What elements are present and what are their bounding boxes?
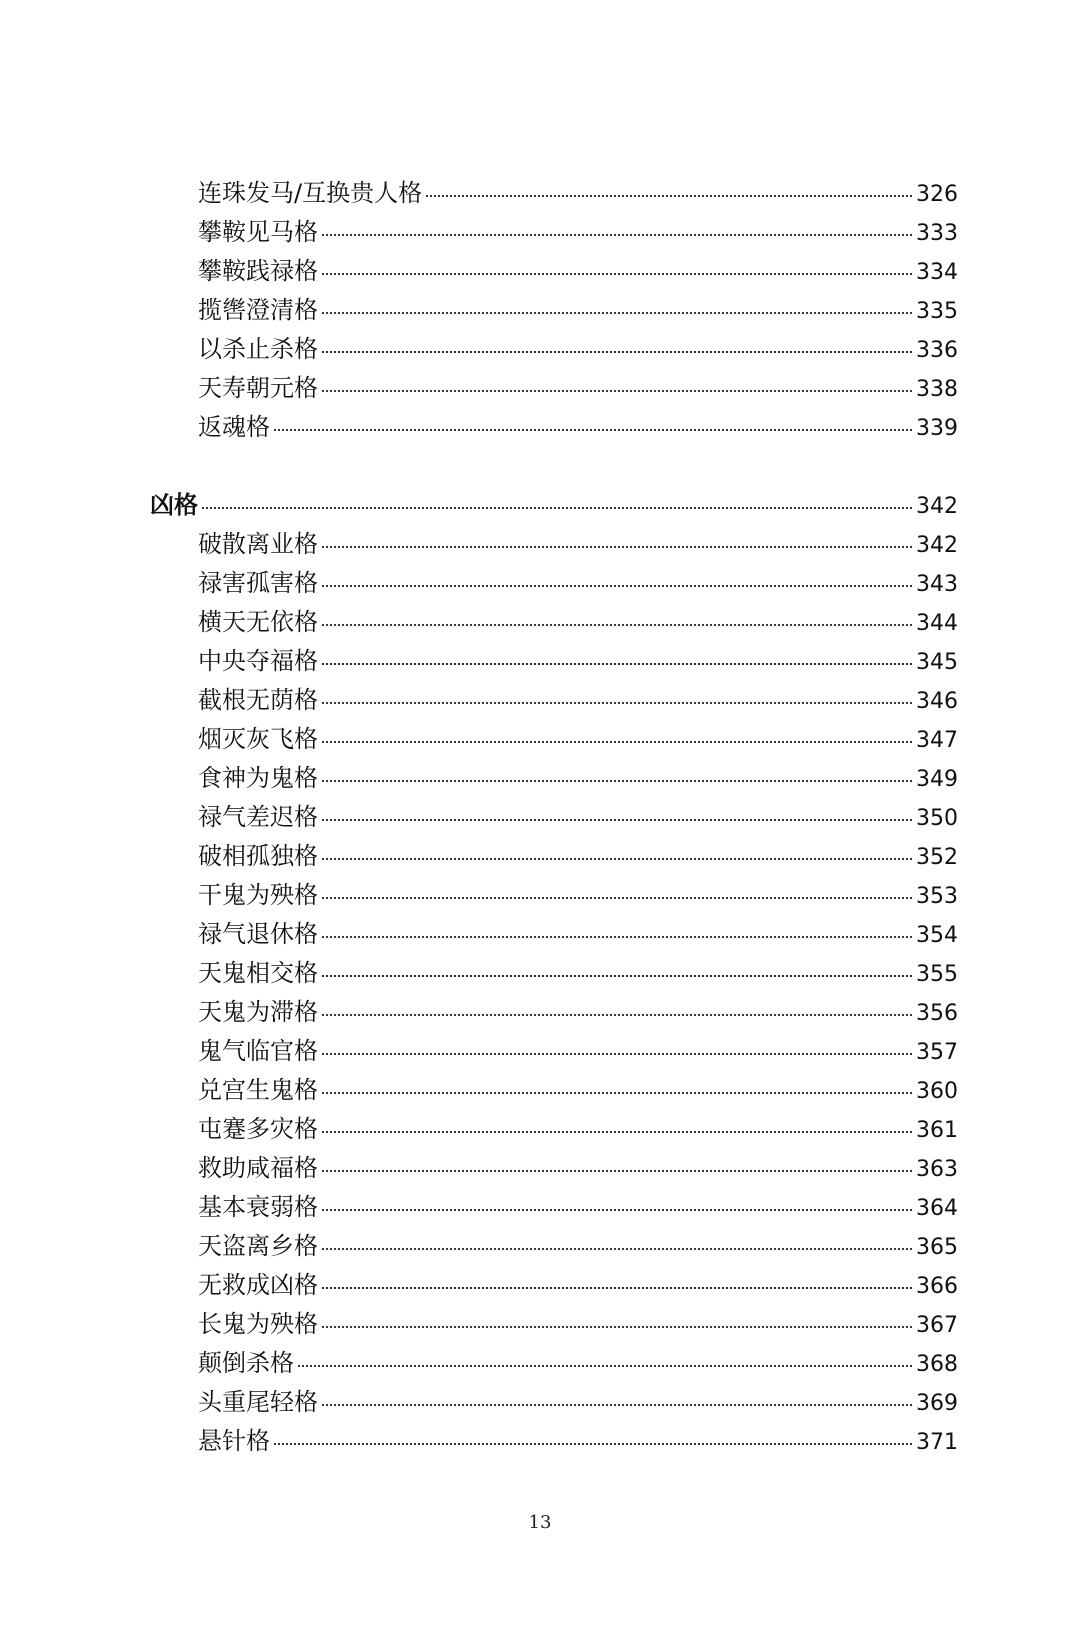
toc-entry-title: 天盗离乡格: [198, 1232, 318, 1260]
toc-entry-title: 攀鞍见马格: [198, 218, 318, 246]
toc-entry-page: 347: [916, 728, 958, 753]
toc-leader-dots: [322, 1170, 912, 1172]
toc-entry-page: 338: [916, 377, 958, 402]
toc-leader-dots: [322, 1404, 912, 1406]
toc-entry-title: 连珠发马/互换贵人格: [198, 179, 423, 207]
toc-leader-dots: [202, 507, 912, 509]
toc-entry-title: 中央夺福格: [198, 647, 318, 675]
toc-entry[interactable]: [0, 837, 1080, 876]
toc-leader-dots: [322, 1131, 912, 1133]
toc-entry-page: 357: [916, 1040, 958, 1065]
toc-entry-title: 禄气差迟格: [198, 803, 318, 831]
toc-leader-dots: [274, 1443, 912, 1445]
toc-entry-page: 365: [916, 1235, 958, 1260]
toc-entry-title: 破相孤独格: [198, 842, 318, 870]
toc-entry-page: 350: [916, 806, 958, 831]
toc-entry-page: 364: [916, 1196, 958, 1221]
toc-leader-dots: [322, 312, 912, 314]
toc-entry[interactable]: [0, 330, 1080, 369]
toc-entry[interactable]: [0, 291, 1080, 330]
toc-entry-title: 悬针格: [198, 1427, 270, 1455]
toc-entry-page: 342: [916, 533, 958, 558]
toc-entry[interactable]: [0, 681, 1080, 720]
toc-entry-title: 烟灭灰飞格: [198, 725, 318, 753]
toc-entry-title: 食神为鬼格: [198, 764, 318, 792]
toc-entry-title: 天鬼相交格: [198, 959, 318, 987]
toc-section-title: 凶格: [150, 491, 198, 519]
toc-leader-dots: [322, 1014, 912, 1016]
toc-list-inauspicious: [0, 486, 1080, 1461]
toc-leader-dots: [322, 780, 912, 782]
toc-leader-dots: [322, 1053, 912, 1055]
toc-leader-dots: [322, 1248, 912, 1250]
toc-entry-page: 367: [916, 1313, 958, 1338]
toc-entry-page: 356: [916, 1001, 958, 1026]
toc-entry[interactable]: [0, 954, 1080, 993]
toc-leader-dots: [322, 975, 912, 977]
toc-section-heading[interactable]: [0, 486, 1080, 525]
toc-entry-page: 339: [916, 416, 958, 441]
toc-entry-title: 颠倒杀格: [198, 1349, 294, 1377]
toc-entry[interactable]: [0, 369, 1080, 408]
toc-leader-dots: [426, 195, 912, 197]
toc-leader-dots: [322, 351, 912, 353]
toc-entry-page: 326: [916, 182, 958, 207]
toc-entry[interactable]: [0, 798, 1080, 837]
toc-entry-title: 破散离业格: [198, 530, 318, 558]
toc-leader-dots: [322, 390, 912, 392]
toc-entry[interactable]: [0, 1149, 1080, 1188]
toc-entry[interactable]: [0, 1110, 1080, 1149]
toc-entry-page: 336: [916, 338, 958, 363]
toc-leader-dots: [322, 741, 912, 743]
toc-entry-page: 345: [916, 650, 958, 675]
toc-leader-dots: [322, 273, 912, 275]
toc-entry-title: 头重尾轻格: [198, 1388, 318, 1416]
toc-entry-title: 以杀止杀格: [198, 335, 318, 363]
toc-entry[interactable]: [0, 1383, 1080, 1422]
toc-entry[interactable]: [0, 252, 1080, 291]
toc-entry[interactable]: [0, 759, 1080, 798]
toc-entry[interactable]: [0, 213, 1080, 252]
toc-entry-title: 屯蹇多灾格: [198, 1115, 318, 1143]
toc-entry[interactable]: [0, 993, 1080, 1032]
toc-leader-dots: [322, 585, 912, 587]
toc-entry-title: 禄害孤害格: [198, 569, 318, 597]
toc-entry-title: 返魂格: [198, 413, 270, 441]
toc-entry[interactable]: [0, 1266, 1080, 1305]
toc-entry[interactable]: [0, 720, 1080, 759]
page-number: 13: [528, 1512, 552, 1533]
toc-entry-page: 343: [916, 572, 958, 597]
toc-entry-title: 兑宫生鬼格: [198, 1076, 318, 1104]
toc-entry[interactable]: [0, 408, 1080, 447]
toc-entry-page: 353: [916, 884, 958, 909]
toc-leader-dots: [322, 702, 912, 704]
toc-list-auspicious: [0, 174, 1080, 447]
toc-leader-dots: [322, 663, 912, 665]
toc-leader-dots: [322, 1326, 912, 1328]
toc-section-page: 342: [916, 494, 958, 519]
toc-entry-title: 攀鞍践禄格: [198, 257, 318, 285]
toc-entry-title: 救助咸福格: [198, 1154, 318, 1182]
toc-entry-page: 355: [916, 962, 958, 987]
toc-entry[interactable]: [0, 1344, 1080, 1383]
toc-leader-dots: [322, 1287, 912, 1289]
toc-entry[interactable]: [0, 1188, 1080, 1227]
toc-entry-page: 344: [916, 611, 958, 636]
toc-entry-page: 333: [916, 221, 958, 246]
toc-entry[interactable]: [0, 915, 1080, 954]
toc-entry-page: 363: [916, 1157, 958, 1182]
toc-entry[interactable]: [0, 1305, 1080, 1344]
toc-leader-dots: [298, 1365, 912, 1367]
toc-leader-dots: [322, 936, 912, 938]
toc-entry-title: 无救成凶格: [198, 1271, 318, 1299]
toc-entry-page: 354: [916, 923, 958, 948]
toc-entry[interactable]: [0, 525, 1080, 564]
toc-entry[interactable]: [0, 1071, 1080, 1110]
toc-leader-dots: [322, 624, 912, 626]
toc-entry-page: 369: [916, 1391, 958, 1416]
toc-entry[interactable]: [0, 876, 1080, 915]
toc-entry-title: 揽辔澄清格: [198, 296, 318, 324]
toc-entry-page: 368: [916, 1352, 958, 1377]
toc-leader-dots: [322, 897, 912, 899]
toc-entry-title: 天鬼为滞格: [198, 998, 318, 1026]
toc-leader-dots: [322, 546, 912, 548]
toc-entry[interactable]: [0, 564, 1080, 603]
toc-entry-page: 360: [916, 1079, 958, 1104]
toc-entry[interactable]: [0, 603, 1080, 642]
toc-entry-title: 长鬼为殃格: [198, 1310, 318, 1338]
toc-leader-dots: [322, 234, 912, 236]
toc-entry-page: 352: [916, 845, 958, 870]
toc-entry-title: 基本衰弱格: [198, 1193, 318, 1221]
toc-entry-title: 干鬼为殃格: [198, 881, 318, 909]
toc-leader-dots: [322, 1092, 912, 1094]
toc-entry-page: 371: [916, 1430, 958, 1455]
toc-entry-page: 335: [916, 299, 958, 324]
toc-leader-dots: [322, 858, 912, 860]
toc-entry[interactable]: [0, 642, 1080, 681]
toc-leader-dots: [274, 429, 912, 431]
toc-entry-page: 334: [916, 260, 958, 285]
toc-entry-page: 346: [916, 689, 958, 714]
toc-entry-page: 361: [916, 1118, 958, 1143]
toc-entry[interactable]: [0, 1227, 1080, 1266]
toc-leader-dots: [322, 1209, 912, 1211]
toc-entry-title: 天寿朝元格: [198, 374, 318, 402]
toc-entry-title: 横天无依格: [198, 608, 318, 636]
toc-entry-title: 截根无荫格: [198, 686, 318, 714]
toc-entry[interactable]: [0, 1032, 1080, 1071]
toc-entry-title: 禄气退休格: [198, 920, 318, 948]
toc-leader-dots: [322, 819, 912, 821]
toc-entry-title: 鬼气临官格: [198, 1037, 318, 1065]
toc-entry-page: 366: [916, 1274, 958, 1299]
toc-entry-page: 349: [916, 767, 958, 792]
toc-entry[interactable]: [0, 174, 1080, 213]
toc-entry[interactable]: [0, 1422, 1080, 1461]
